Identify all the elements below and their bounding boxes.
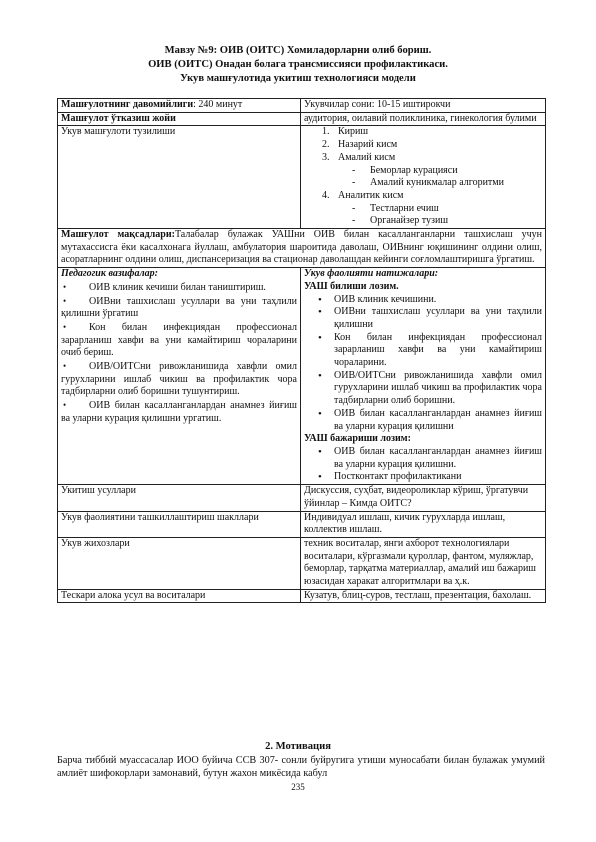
structure-subitem [304, 177, 542, 190]
must-do-list [304, 446, 542, 484]
bullet-marker: • [63, 361, 67, 372]
pedagogical-task-item [61, 281, 297, 295]
pedagogical-task-text: Кон билан инфекциядан профессионал зарарланиш хавфи ва уни камайтириш чораларини очиб бериш. [61, 321, 297, 359]
structure-label: Укув машғулоти тузилиши [58, 126, 301, 229]
structure-cell [301, 126, 546, 229]
must-do-item: • ОИВ билан касалланганлардан анамнез йиғиш ва уларни курация қилишни. [318, 446, 542, 471]
pedagogical-task-text: ОИВ билан касалланганлардан анамнез йиғиш ва уларни курация қилишни ургатиш. [61, 400, 297, 424]
structure-item [304, 126, 542, 139]
equipment-label: Укув жихозлари [58, 537, 301, 589]
table-row [58, 112, 546, 126]
bullet-marker: • [63, 295, 67, 306]
motivation-text: Барча тиббий муассасалар ИОО буйича ССВ 307- сонли буйругига утиши муносабати билан булажак умумий амлиёт шифокорлари замонавий, бутун жахон микёсида кабул [57, 755, 545, 779]
feedback-value: Кузатув, блиц-суров, тестлаш, презентация, бахолаш. [301, 589, 546, 603]
pedagogical-task-item [61, 399, 297, 425]
dash-marker: - [352, 215, 356, 227]
goals-cell [58, 229, 546, 268]
must-know-list [304, 294, 542, 434]
duration-value: : 240 минут [193, 99, 243, 110]
structure-item-text: Назарий кисм [338, 139, 398, 151]
structure-item-text: Кириш [338, 126, 369, 138]
table-row [58, 511, 546, 537]
methods-label: Укитиш усуллари [58, 485, 301, 511]
topic-title: Мавзу №9: ОИВ (ОИТС) Хомиладорларни олиб бориш. [164, 45, 432, 56]
table-row [58, 589, 546, 603]
pedagogical-task-item [61, 321, 297, 360]
must-know-item: • ОИВни ташхислаш усуллари ва уни таҳлили қилишни [318, 306, 542, 331]
table-row [58, 99, 546, 113]
must-know-item: • ОИВ клиник кечишини. [318, 294, 542, 307]
structure-item [304, 139, 542, 152]
bullet-marker: • [63, 400, 67, 411]
pedagogical-tasks-cell [58, 268, 301, 485]
pedagogical-task-item [61, 295, 297, 321]
structure-subitem-text: Органайзер тузиш [370, 215, 449, 227]
pedagogical-task-text: ОИВ клиник кечиши билан таништириш. [89, 281, 266, 293]
teaching-model-table [57, 98, 546, 603]
table-row [58, 537, 546, 589]
pedagogical-task-item [61, 360, 297, 399]
dash-marker: - [352, 177, 356, 189]
structure-item-number: 1. [322, 126, 330, 138]
must-know-item: • Кон билан инфекциядан профессионал зарарланиш хавфи ва уни камайтириш чораларини. [318, 332, 542, 370]
goals-label: Машғулот мақсадлари: [61, 229, 175, 241]
structure-item-number: 4. [322, 189, 330, 201]
must-know-item: • ОИВ/ОИТСни ривожланишида хавфли омил гурухларини ишлаб чикиш ва профилактик чора тадбирларни олиб боришни. [318, 370, 542, 408]
must-know-item: • ОИВ билан касалланганлардан анамнез йиғиш ва уларни курация қилишни [318, 408, 542, 433]
table-row [58, 485, 546, 511]
structure-subitem-text: Тестларни ечиш [370, 202, 439, 214]
page-number: 235 [291, 782, 305, 792]
must-know-label: УАШ билиши лозим. [304, 280, 399, 292]
structure-list [304, 126, 542, 228]
structure-item [304, 190, 542, 203]
learning-results-label: Укув фаолияти натижалари: [304, 268, 439, 280]
place-label: Машғулот ўтказиш жойи [58, 112, 301, 126]
structure-subitem-text: Амалий куникмалар алгоритми [370, 177, 504, 189]
structure-item-text: Амалий кисм [338, 151, 396, 163]
structure-item [304, 152, 542, 165]
model-title: Укув машғулотида укитиш технологияси модели [180, 73, 416, 84]
students-cell: Укувчилар сони: 10-15 иштирокчи [301, 99, 546, 113]
dash-marker: - [352, 202, 356, 214]
bullet-marker: • [63, 281, 67, 292]
structure-item-number: 3. [322, 151, 330, 163]
place-value: аудитория, оилавий поликлиника, гинекология булими [301, 112, 546, 126]
pedagogical-task-text: ОИВ/ОИТСни ривожланишида хавфли омил гурухларини ишлаб чикиш ва профилактик чора тадбирларни олиб боришни тушунтириш. [61, 361, 297, 398]
pedagogical-tasks-list [61, 281, 297, 426]
structure-subitem [304, 215, 542, 228]
learning-results-cell [301, 268, 546, 485]
feedback-label: Тескари алока усул ва воситалари [58, 589, 301, 603]
methods-value: Дискуссия, суҳбат, видеороликлар кўриш, ўргатувчи ўйинлар – Кимда ОИТС? [301, 485, 546, 511]
structure-subitem-text: Беморлар курацияси [370, 164, 458, 176]
organization-value: Индивидуал ишлаш, кичик гурухларда ишлаш, коллектив ишлаш. [301, 511, 546, 537]
duration-label: Машғулотнинг давомийлиги [61, 99, 194, 110]
structure-item-number: 2. [322, 139, 330, 151]
goals-text: Талабалар булажак УАШни ОИВ билан касалланганларни ташхислаш учун мутахассисга ёки касалхонага йуллаш, амбулатория шароитида даволаш, ОИВнинг юқишининг олдини олиш, асоратларнинг олдини олиш, диспансеризация ва стационар даволашдан кейинги соғломлаштиришга ўргатиш. [61, 229, 543, 266]
pedagogical-task-text: ОИВни ташхислаш усуллари ва уни таҳлили қилишни ўргатиш [61, 295, 297, 320]
must-do-item: • Постконтакт профилактикани [318, 471, 542, 484]
document-heading [0, 44, 596, 86]
motivation-title: 2. Мотивация [265, 741, 331, 752]
pedagogical-tasks-label: Педагогик вазифалар: [61, 268, 158, 280]
structure-item-text: Аналитик кисм [338, 189, 404, 201]
structure-subitem [304, 165, 542, 178]
duration-cell [58, 99, 301, 113]
table-row [58, 229, 546, 268]
structure-subitem [304, 203, 542, 216]
must-do-label: УАШ бажариши лозим: [304, 433, 411, 445]
table-row [58, 268, 546, 485]
topic-subtitle: ОИВ (ОИТС) Онадан болага трансмиссияси профилактикаси. [148, 59, 448, 70]
bullet-marker: • [63, 321, 67, 332]
dash-marker: - [352, 164, 356, 176]
table-row [58, 126, 546, 229]
organization-label: Укув фаолиятини ташкиллаштириш шакллари [58, 511, 301, 537]
equipment-value: техник воситалар, янги ахборот технологиялари воситалари, кўргазмали қуроллар, фантом, муляжлар, беморлар, тарқатма материаллар, амалий иш бажариш юзасидан харакат алгоритмлари ва ҳ.к. [301, 537, 546, 589]
